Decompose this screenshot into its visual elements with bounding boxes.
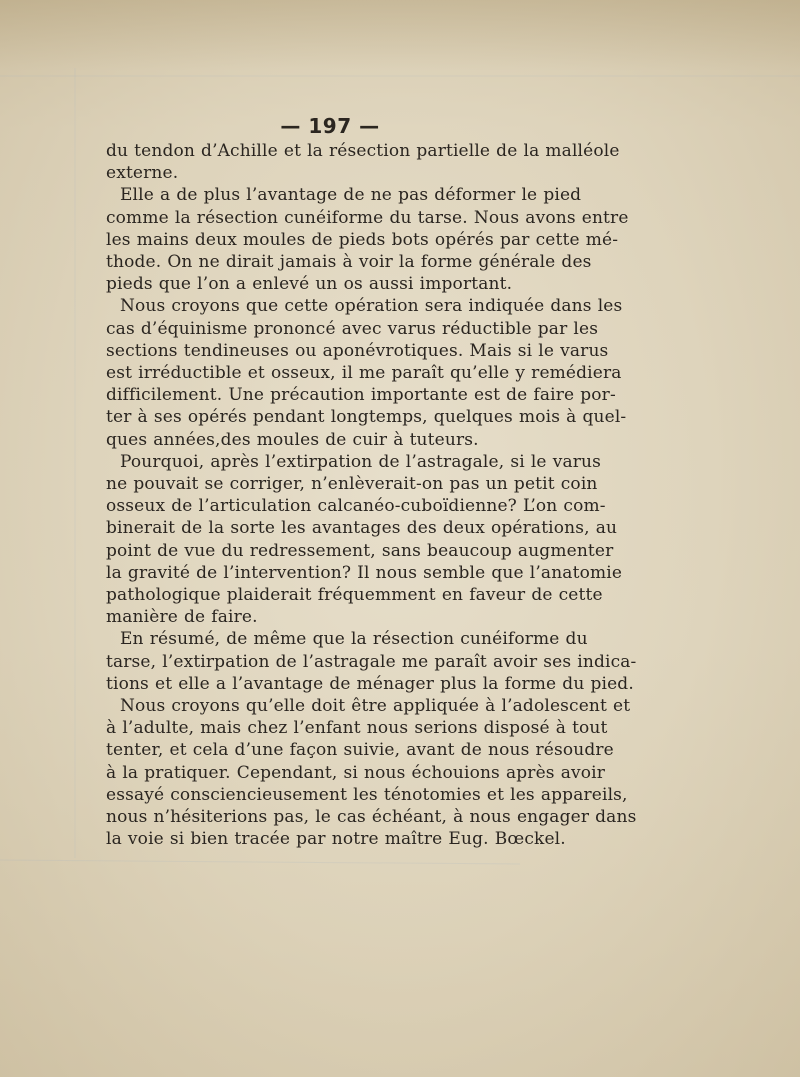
- text-line: pathologique plaiderait fréquemment en faveur de cette: [106, 585, 603, 606]
- paragraph: [106, 140, 620, 184]
- text-line: la voie si bien tracée par notre maître Eug. Bœckel.: [106, 829, 566, 850]
- text-line: point de vue du redressement, sans beaucoup augmenter: [106, 540, 614, 561]
- body-text: [106, 140, 637, 851]
- text-line: thode. On ne dirait jamais à voir la forme générale des: [106, 252, 592, 273]
- text-line: Nous croyons que cette opération sera indiquée dans les: [120, 296, 623, 317]
- text-line: osseux de l’articulation calcanéo-cuboïdienne? L’on com-: [106, 496, 606, 517]
- text-line: tarse, l’extirpation de l’astragale me paraît avoir ses indica-: [106, 651, 637, 672]
- text-line: comme la résection cunéiforme du tarse. Nous avons entre: [106, 207, 629, 228]
- text-line: En résumé, de même que la résection cunéiforme du: [120, 629, 588, 650]
- text-line: essayé consciencieusement les ténotomies et les appareils,: [106, 784, 628, 805]
- page-top-shadow: [0, 0, 800, 70]
- text-line: à l’adulte, mais chez l’enfant nous serions disposé à tout: [106, 718, 608, 739]
- text-line: à la pratiquer. Cependant, si nous échouions après avoir: [106, 762, 606, 783]
- page-number: — 197 —: [280, 114, 380, 138]
- text-line: ques années,des moules de cuir à tuteurs.: [106, 429, 479, 450]
- text-line: nous n’hésiterions pas, le cas échéant, à nous engager dans: [106, 807, 637, 828]
- text-line: manière de faire.: [106, 607, 258, 628]
- paragraph: [106, 184, 629, 295]
- text-line: binerait de la sorte les avantages des deux opérations, au: [106, 518, 618, 539]
- paragraph: [106, 628, 637, 695]
- text-line: ne pouvait se corriger, n’enlèverait-on pas un petit coin: [106, 474, 598, 495]
- paragraph: [106, 451, 623, 629]
- text-line: pieds que l’on a enlevé un os aussi important.: [106, 274, 513, 295]
- text-line: externe.: [106, 163, 179, 184]
- text-line: ter à ses opérés pendant longtemps, quelques mois à quel-: [106, 407, 627, 428]
- paragraph: [106, 295, 627, 450]
- text-line: les mains deux moules de pieds bots opérés par cette mé-: [106, 229, 619, 250]
- text-line: la gravité de l’intervention? Il nous semble que l’anatomie: [106, 562, 623, 583]
- text-line: du tendon d’Achille et la résection partielle de la malléole: [106, 141, 620, 161]
- text-line: difficilement. Une précaution importante est de faire por-: [106, 385, 616, 406]
- paragraph: [106, 695, 637, 850]
- text-line: Pourquoi, après l’extirpation de l’astragale, si le varus: [120, 451, 601, 472]
- text-line: Nous croyons qu’elle doit être appliquée à l’adolescent et: [120, 696, 631, 717]
- text-line: tenter, et cela d’une façon suivie, avant de nous résoudre: [106, 740, 614, 761]
- text-line: est irréductible et osseux, il me paraît qu’elle y remédiera: [106, 363, 622, 384]
- text-line: Elle a de plus l’avantage de ne pas déformer le pied: [120, 185, 582, 206]
- text-line: tions et elle a l’avantage de ménager plus la forme du pied.: [106, 673, 634, 694]
- text-line: sections tendineuses ou aponévrotiques. Mais si le varus: [106, 340, 609, 361]
- text-line: cas d’équinisme prononcé avec varus réductible par les: [106, 318, 599, 339]
